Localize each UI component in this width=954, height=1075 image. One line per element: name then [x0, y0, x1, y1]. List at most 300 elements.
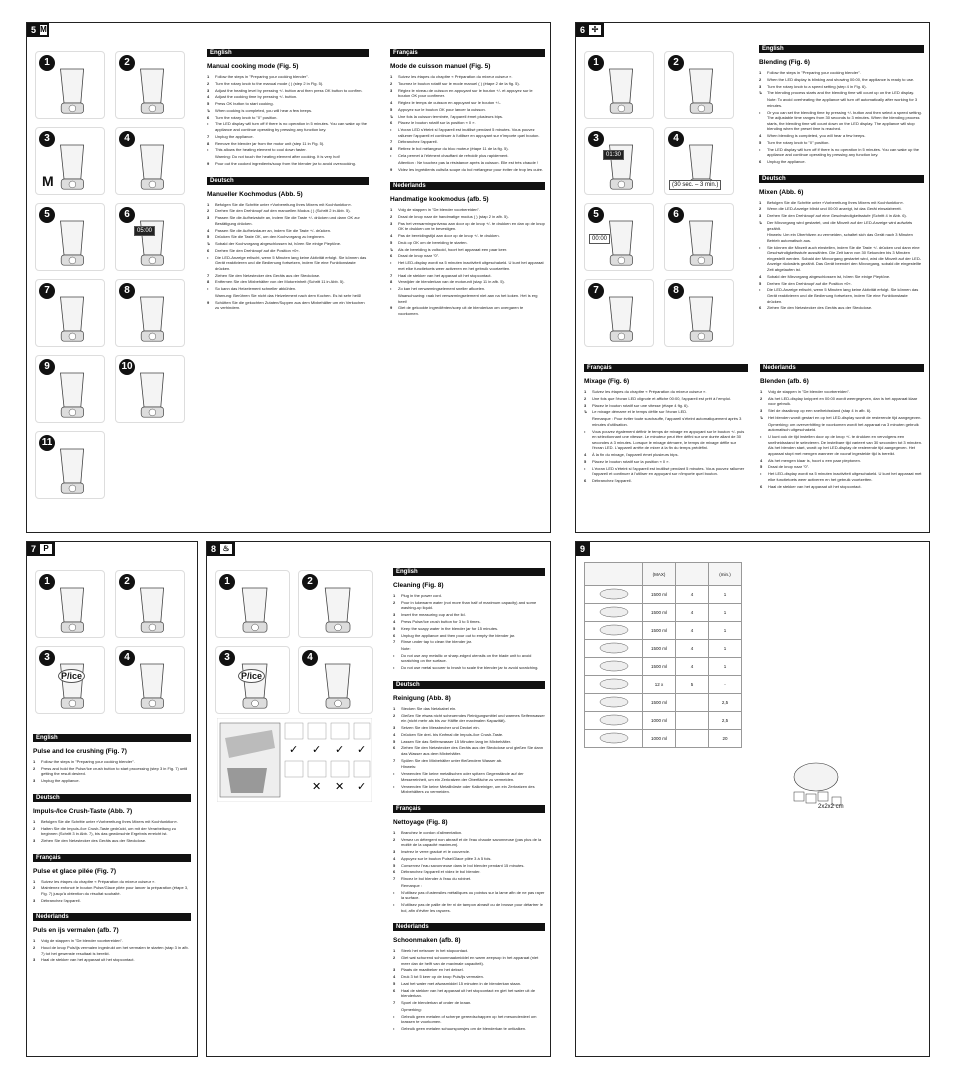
step-marker: 6: [390, 253, 393, 259]
step-text: Adjust the cooking time by pressing +/- button.: [215, 94, 298, 100]
step-marker: 1: [393, 948, 396, 954]
step-marker: 4: [759, 273, 762, 279]
table-cell: 1: [709, 586, 742, 604]
instruction-step: [759, 159, 924, 165]
step-text: Drücken Sie drei- bis fünfmal die Impuls-/Ice Crush-Taste.: [401, 731, 504, 737]
step-marker: [393, 883, 401, 889]
step-number: 3: [219, 650, 235, 666]
step-text: Der Mixvorgang wird gestartet, und die Mixzeit auf der LED-Anzeige wird aufwärts gezählt.: [767, 219, 913, 231]
language-section: [33, 854, 191, 904]
language-section: [759, 45, 924, 165]
instruction-step: [759, 133, 924, 139]
step-marker: 2: [207, 208, 210, 214]
step-text: So kann das Heizelement schneller abkühlen.: [215, 286, 297, 292]
section-title: Puls en ijs vermalen (afb. 7): [33, 927, 119, 935]
step-text: Débranchez l'appareil.: [41, 897, 81, 903]
instruction-step: [393, 849, 545, 855]
table-header-cell: (MAX): [643, 563, 676, 586]
instruction-step: [393, 758, 545, 764]
instruction-step: [207, 88, 369, 94]
instruction-step: [33, 898, 191, 904]
instruction-step: [207, 228, 369, 234]
instruction-step: [393, 1014, 545, 1025]
step-marker: 5: [390, 106, 393, 112]
step-text: Cela permet à l'élément chauffant de refroidir plus rapidement.: [398, 153, 509, 158]
figure-step: [35, 127, 105, 195]
step-text: Druk op OK om de bereiding te starten.: [398, 239, 468, 245]
language-bar: Deutsch: [33, 794, 191, 802]
step-marker: 2: [759, 206, 762, 212]
step-text: Houd de knop Puls/ijs vermalen ingedrukt om het vermalen te starten (stap 3 in afb. 7) tot het gewenste resultaat is bereikt.: [41, 945, 189, 956]
step-text: Ziehen Sie den Netzstecker des Geräts aus der Steckdose.: [41, 837, 147, 843]
svg-text:✕: ✕: [312, 781, 322, 793]
step-marker: 7: [390, 139, 393, 145]
instruction-step: [390, 100, 545, 106]
instruction-step: [393, 706, 545, 712]
instruction-step: [393, 739, 545, 745]
language-bar: Nederlands: [760, 364, 924, 372]
language-bar: English: [393, 568, 545, 576]
step-marker: [390, 293, 398, 304]
step-marker: 7: [207, 272, 210, 278]
instruction-step: [760, 434, 924, 456]
step-marker: 7: [393, 639, 396, 645]
table-cell: [676, 694, 709, 712]
step-marker: •: [393, 783, 395, 789]
step-text: Gebruik geen metalen of scherpe gereedschappen op het mesonderdeel om krassen te voorkomen.: [401, 1013, 537, 1025]
step-marker: 5: [207, 101, 210, 107]
language-bar: Français: [390, 49, 545, 57]
step-text: Placez le bouton rotatif sur une vitesse (étape 4 fig. 6).: [592, 402, 689, 408]
step-text: Insérez le verre gradué et le couvercle.: [401, 848, 471, 854]
figure-step: [115, 279, 185, 347]
step-text: Insert the measuring cup and the lid.: [401, 612, 466, 618]
instruction-step: [584, 389, 748, 395]
instruction-step: [390, 214, 545, 220]
instruction-step: [393, 876, 545, 882]
step-marker: [207, 293, 215, 299]
step-text: Warnung: Berühren Sie nicht das Heizelement nach dem Kochen. Es ist sehr heiß!: [215, 292, 362, 298]
step-marker: [584, 416, 592, 427]
instruction-step: [760, 471, 924, 482]
pulse-icon: P: [40, 544, 52, 554]
step-text: Pour in lukewarm water (not more than half of maximum capacity) and some washing-up liquid.: [401, 599, 537, 611]
panel-9: [575, 541, 930, 1057]
table-cell: 1500 ml: [643, 604, 676, 622]
step-text: Steek het netsnoer in het stopcontact.: [401, 948, 469, 954]
panel-7: [26, 541, 198, 1057]
instruction-step: [390, 74, 545, 80]
panel-number: 5: [31, 25, 37, 35]
step-number: 5: [588, 207, 604, 223]
step-number: 6: [119, 207, 135, 223]
step-marker: ↳: [207, 241, 211, 247]
step-text: Zo kan het verwarmingselement sneller afkoelen.: [398, 286, 486, 292]
section-title: Impuls-/Ice Crush-Taste (Abb. 7): [33, 807, 133, 815]
step-marker: [393, 764, 401, 770]
table-cell: 4: [676, 586, 709, 604]
step-text: Unplug the appliance.: [215, 133, 254, 139]
step-marker: •: [584, 428, 586, 434]
step-number: 3: [588, 131, 604, 147]
instruction-step: [393, 974, 545, 980]
recipe-table: [584, 562, 742, 748]
step-text: Het blenden wordt gestart en op het LED-display wordt de resterende tijd aangegeven.: [768, 414, 922, 420]
instruction-step: [207, 108, 369, 114]
step-marker: 1: [33, 938, 36, 944]
instruction-step: [393, 967, 545, 973]
instruction-step: [207, 241, 369, 247]
table-cell: 1500 ml: [643, 658, 676, 676]
step-text: Als de bereiding is voltooid, hoort het apparaat een paar keer.: [398, 246, 508, 252]
step-marker: 3: [207, 87, 210, 93]
instruction-step: [760, 422, 924, 433]
step-text: Videz les ingrédients cuits/la soupe du bol mélangeur pour éviter de trop les cuire.: [398, 166, 544, 172]
step-text: Une fois que l'écran LED clignote et affiche 00:00, l'appareil est prêt à l'emploi.: [592, 395, 731, 401]
step-marker: 1: [393, 705, 396, 711]
instruction-step: [390, 167, 545, 173]
figure-step: [35, 51, 105, 119]
instruction-step: [33, 938, 191, 944]
figure-grid: [215, 570, 385, 730]
instruction-step: [393, 830, 545, 836]
instruction-step: [393, 955, 545, 966]
instruction-step: [393, 725, 545, 731]
instruction-step: [393, 1007, 545, 1013]
step-text: Unplug the appliance.: [767, 159, 806, 164]
step-text: À la fin du mixage, l'appareil émet plusieurs bips.: [592, 452, 679, 458]
instruction-step: [390, 293, 545, 304]
table-cell: 1: [709, 640, 742, 658]
instruction-step: [393, 856, 545, 862]
instruction-step: [390, 153, 545, 159]
step-text: Opmerking:: [401, 1006, 422, 1012]
step-number: 7: [39, 283, 55, 299]
instruction-step: [393, 745, 545, 756]
step-marker: 1: [33, 818, 36, 824]
step-text: Réglez le niveau de cuisson en appuyant sur le bouton +/- et appuyez sur le bouton OK pour confirmer.: [398, 87, 533, 99]
step-marker: 7: [207, 133, 210, 139]
step-marker: 6: [584, 478, 587, 483]
language-section: [393, 805, 545, 913]
language-section: [584, 364, 748, 484]
language-bar: Nederlands: [393, 923, 545, 931]
ingredient-icon: [585, 676, 643, 694]
section-title: Mode de cuisson manuel (Fig. 5): [390, 63, 491, 70]
instruction-step: [393, 626, 545, 632]
step-marker: ↳: [759, 219, 763, 225]
instruction-step: [393, 981, 545, 987]
instruction-step: [584, 416, 748, 427]
step-marker: 2: [390, 213, 393, 219]
instruction-step: [207, 94, 369, 100]
step-text: Verwijder de blenderkan van de motorunit (stap 11 in afb. 5).: [398, 279, 505, 285]
step-marker: 4: [390, 233, 393, 239]
step-text: Hinweis:: [401, 764, 417, 770]
instruction-step: [393, 890, 545, 901]
step-marker: 5: [760, 464, 763, 470]
step-text: Hinweis: Um ein Überhitzen zu vermeiden, schaltet sich das Gerät nach 3 Minuten Betrieb automatisch aus.: [767, 232, 913, 243]
step-text: N'utilisez pas de paille de fer ni de tampon abrasif ou de brosse pour détartrer le bol, afin d'éviter les rayures.: [401, 902, 543, 913]
step-marker: 4: [393, 855, 396, 861]
step-number: 1: [39, 574, 55, 590]
step-marker: 9: [390, 305, 393, 311]
step-text: Sie können die Mixzeit auch einstellen, indem Sie die Taste +/- drücken und dann eine Geschwindigkeitsstufe auswählen. Die Zeit kann von 30 Sekunden bis 3 Minuten eingestellt werden. Sobald der Mixvorgang gestartet wird, wird die Mixzeit auf der LED-Anzeige rückwärts gezählt. Das Gerät beendet den Mixvorgang, sobald die eingestellte Zeit abgelaufen ist.: [767, 244, 922, 273]
table-cell: 1: [709, 658, 742, 676]
panel-tab: [27, 542, 55, 556]
panel-number: 8: [211, 544, 217, 554]
table-row: [585, 586, 742, 604]
language-section: [393, 923, 545, 1031]
table-header-cell: [676, 563, 709, 586]
step-text: Pour out the cooked ingredients/soup from the blender jar to avoid overcooking.: [215, 160, 356, 166]
language-section: [390, 49, 545, 172]
step-number: 4: [119, 131, 135, 147]
svg-text:✓: ✓: [335, 744, 345, 756]
step-number: 3: [39, 131, 55, 147]
ingredient-icon: [585, 658, 643, 676]
step-text: Drehen Sie den Drehknopf auf die Position »0«.: [767, 280, 852, 286]
instruction-step: [390, 88, 545, 99]
instruction-step: [760, 458, 924, 464]
step-text: Unplug the appliance.: [41, 778, 80, 784]
instruction-step: [33, 879, 191, 885]
step-marker: 5: [390, 239, 393, 245]
step-text: Die LED-Anzeige erlischt, wenn 5 Minuten lang keine Aktivität erfolgt. Sie können das Gerät reaktivieren und die Bedienung fortsetzen, indem Sie eine Funktionstaste drücken.: [767, 287, 919, 304]
step-text: Gießen Sie etwas nicht scheuerndes Reinigungsmittel und warmes Seifenwasser ein (nicht mehr als bis zur Hälfte der maximalen Kapazität).: [401, 712, 545, 724]
table-cell: 2,5: [709, 694, 742, 712]
step-number: 7: [588, 283, 604, 299]
table-row: [585, 676, 742, 694]
blend-icon: ✢: [589, 25, 601, 35]
instruction-step: [393, 902, 545, 913]
language-bar: Deutsch: [393, 681, 545, 689]
step-text: Drehen Sie den Drehknopf auf die Position »0«.: [215, 247, 300, 253]
language-bar: Deutsch: [759, 175, 924, 183]
step-marker: 7: [393, 1000, 396, 1006]
section-title: Blending (Fig. 6): [759, 59, 810, 66]
figure-step: [584, 51, 654, 119]
step-text: Warning: Do not touch the heating element after cooking. It is very hot!: [215, 154, 340, 160]
instruction-step: [207, 161, 369, 167]
step-number: 4: [302, 650, 318, 666]
step-marker: 5: [207, 234, 210, 240]
step-text: Draai de knop naar "0".: [768, 464, 810, 470]
step-marker: 5: [393, 738, 396, 744]
instruction-step: [207, 293, 369, 299]
step-text: Do not use any metallic or sharp-edged utensils on the blade unit to avoid scratching on the surface.: [401, 652, 532, 664]
section-title: Manual cooking mode (Fig. 5): [207, 63, 299, 70]
step-marker: 2: [33, 765, 36, 771]
language-bar: English: [759, 45, 924, 53]
step-marker: [759, 97, 767, 108]
step-marker: 5: [759, 280, 762, 286]
instruction-step: [584, 409, 748, 415]
table-cell: 1000 ml: [643, 730, 676, 748]
step-text: Do not use metal scourer to brush to scale the blender jar to avoid scratching.: [401, 665, 539, 671]
step-text: Turn the rotary knob to a speed setting (step 4 in Fig. 6).: [767, 83, 867, 89]
instruction-step: [759, 110, 924, 132]
language-bar: Français: [393, 805, 545, 813]
step-marker: 1: [393, 829, 396, 835]
instruction-step: [393, 612, 545, 618]
step-text: Keep the soapy water in the blender jar for 15 minutes.: [401, 625, 499, 631]
table-cell: 1: [709, 604, 742, 622]
instruction-step: [393, 784, 545, 795]
step-marker: •: [207, 121, 209, 127]
svg-text:✕: ✕: [335, 781, 345, 793]
figure-grid: [35, 51, 235, 521]
table-cell: 4: [676, 658, 709, 676]
instruction-step: [33, 945, 191, 956]
figure-step: [115, 51, 185, 119]
instruction-step: [759, 97, 924, 108]
step-marker: •: [207, 147, 209, 153]
instruction-step: [390, 114, 545, 120]
step-marker: 4: [760, 457, 763, 463]
language-section: [207, 177, 369, 311]
step-text: Druk 3 tot 5 keer op de knop Puls/ijs vermalen.: [401, 974, 484, 980]
instruction-step: [207, 286, 369, 292]
panel-number: 7: [31, 544, 37, 554]
instruction-step: [33, 838, 191, 844]
panel-number: 9: [580, 544, 586, 554]
table-cell: 1: [709, 622, 742, 640]
instruction-step: [759, 90, 924, 96]
section-title: Cleaning (Fig. 8): [393, 582, 444, 589]
step-text: Follow the steps in "Preparing your cooking blender".: [767, 70, 861, 75]
step-marker: [393, 646, 401, 652]
instruction-step: [760, 389, 924, 395]
ingredient-icon: [585, 730, 643, 748]
step-text: Ziehen Sie den Netzstecker des Geräts aus der Steckdose.: [767, 305, 873, 311]
step-marker: •: [759, 146, 761, 152]
step-marker: 3: [393, 967, 396, 973]
step-text: Une fois la cuisson terminée, l'appareil émet plusieurs bips.: [398, 113, 504, 119]
step-marker: 7: [393, 757, 396, 763]
step-text: Suivez les étapes du chapitre « Préparation du mixeur cuiseur ».: [41, 878, 156, 884]
language-bar: Français: [584, 364, 748, 372]
step-text: Setzen Sie den Messbecher und Deckel ein.: [401, 724, 480, 730]
instruction-step: [207, 141, 369, 147]
step-text: L'écran LED s'éteint si l'appareil est inutilisé pendant 5 minutes. Vous pouvez rallumer l'appareil et continuer à l'utiliser en appuyant sur n'importe quel bouton.: [398, 127, 540, 138]
language-bar: Français: [33, 854, 191, 862]
step-marker: 1: [393, 593, 396, 598]
step-marker: 8: [390, 279, 393, 285]
instruction-step: [390, 233, 545, 239]
step-text: Befolgen Sie die Schritte unter »Vorbereitung Ihres Mixers mit Kochfunktion«.: [215, 201, 352, 207]
instruction-step: [390, 240, 545, 246]
table-cell: -: [709, 676, 742, 694]
step-text: Pas de bereidingstijd aan door op de knop +/- te drukken.: [398, 233, 500, 239]
instruction-step: [33, 778, 191, 784]
step-marker: 4: [207, 227, 210, 233]
instruction-step: [393, 883, 545, 889]
step-text: Sobald der Mixvorgang abgeschlossen ist, hören Sie einige Pieptöne.: [767, 273, 891, 279]
step-text: Lassen Sie das Seifenwasser 15 Minuten lang im Mixbehälter.: [401, 738, 512, 744]
instruction-step: [759, 140, 924, 146]
step-marker: 1: [584, 389, 587, 394]
instruction-step: [759, 147, 924, 158]
figure-grid: [584, 51, 784, 371]
instruction-step: [393, 619, 545, 625]
instruction-step: [33, 826, 191, 837]
step-text: Volg de stappen in "De blender voorbereiden".: [768, 389, 851, 394]
table-row: [585, 730, 742, 748]
instruction-step: [390, 247, 545, 253]
step-text: Maintenez enfoncé le bouton Pulse/Glace pilée pour lancer la préparation (étape 3, Fig. 7) jusqu'à obtention du résultat souhaité.: [41, 885, 189, 896]
instruction-step: [390, 160, 545, 166]
step-marker: 1: [390, 207, 393, 213]
figure-step: [115, 203, 185, 271]
instruction-step: [393, 732, 545, 738]
step-number: 5: [39, 207, 55, 223]
figure-step: [584, 203, 654, 271]
step-text: Drehen Sie den Drehknopf auf den manuellen Modus ( ) (Schritt 2 in Abb. 5).: [215, 208, 351, 214]
step-text: Débranchez l'appareil.: [398, 139, 438, 145]
step-text: When blending is completed, you will hear a few beeps.: [767, 133, 866, 139]
food-illustration: [776, 717, 866, 827]
step-text: Giet de gekookte ingrediënten/soep uit de blenderkan om overgaren te voorkomen.: [398, 305, 524, 316]
instruction-step: [207, 81, 369, 87]
svg-text:✓: ✓: [357, 744, 367, 756]
step-marker: 4: [207, 94, 210, 100]
instruction-step: [207, 121, 369, 132]
language-section: [393, 681, 545, 795]
step-text: Haal de stekker van het apparaat uit het stopcontact.: [41, 957, 135, 963]
instruction-step: [584, 466, 748, 477]
figure-step: [115, 355, 185, 423]
step-text: When the LED display is blinking and showing 00:00, the appliance is ready to use.: [767, 76, 915, 82]
table-cell: 4: [676, 604, 709, 622]
table-header-row: [585, 563, 742, 586]
instruction-step: [393, 771, 545, 782]
table-cell: 1500 ml: [643, 694, 676, 712]
step-text: Turn the rotary knob to "0" position.: [767, 139, 830, 145]
step-text: Follow the steps in "Preparing your cooking blender".: [41, 759, 135, 764]
section-title: Pulse and Ice crushing (Fig. 7): [33, 748, 127, 755]
language-section: [33, 734, 191, 784]
instruction-step: [759, 232, 924, 243]
instruction-step: [390, 81, 545, 87]
language-section: [33, 913, 191, 963]
table-row: [585, 694, 742, 712]
step-text: Turn the rotary knob to "0" position.: [215, 114, 278, 120]
table-row: [585, 658, 742, 676]
instruction-step: [760, 464, 924, 470]
step-text: Débranchez l'appareil.: [592, 478, 632, 483]
step-marker: 6: [393, 987, 396, 993]
step-text: Press Pulse/Ice crush button for 3 to 5 times.: [401, 618, 481, 624]
step-marker: 4: [393, 974, 396, 980]
svg-text:✓: ✓: [289, 744, 299, 756]
step-marker: •: [390, 127, 392, 133]
instruction-step: [760, 415, 924, 421]
step-text: Or you can set the blending time by pressing +/- button and then select a speed setting. The adjustable time ranges from 30 seconds to 3 minutes. When the blending process starts, the blending time will count down on the LED display. The appliance will stop blending when the preset time is reached.: [767, 109, 922, 132]
table-cell: 4: [676, 640, 709, 658]
instruction-step: [390, 146, 545, 152]
pulse-ice-button: P/ice: [58, 669, 85, 683]
step-marker: 3: [33, 778, 36, 784]
step-marker: 6: [759, 305, 762, 311]
table-cell: [676, 730, 709, 748]
instruction-step: [759, 77, 924, 83]
manual-icon: M: [40, 25, 47, 34]
section-title: Mixage (Fig. 6): [584, 378, 630, 385]
instruction-step: [393, 869, 545, 875]
instruction-step: [393, 988, 545, 999]
step-number: 8: [668, 283, 684, 299]
